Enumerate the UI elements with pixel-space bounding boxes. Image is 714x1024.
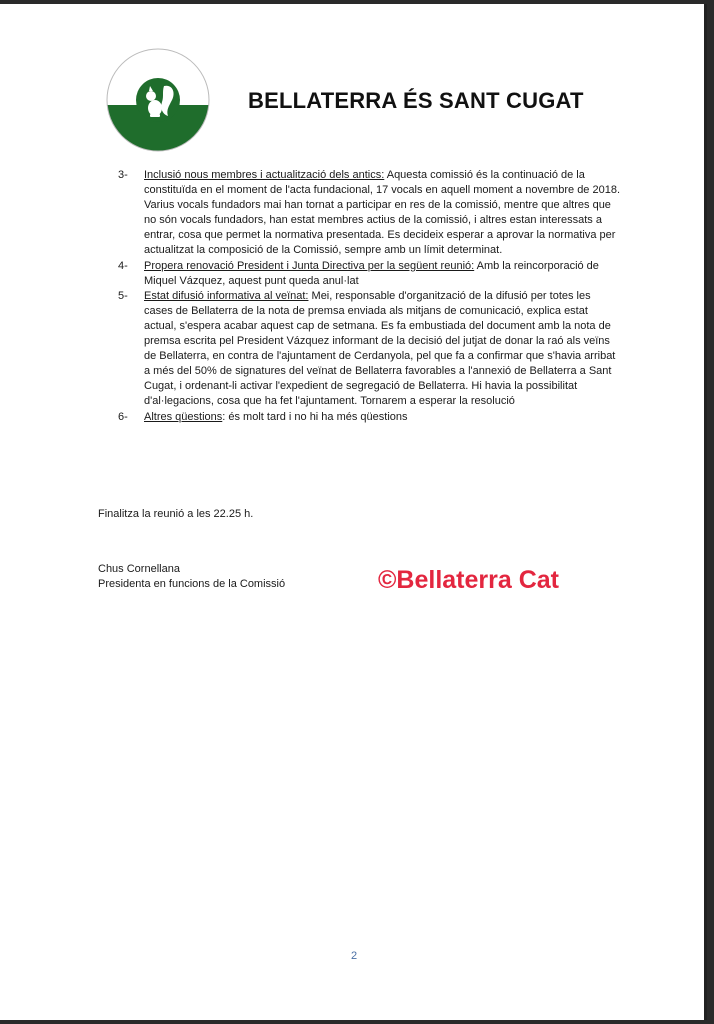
item-body (144, 168, 620, 259)
item-heading: Inclusió nous membres i actualització dels antics: (144, 169, 385, 181)
item-heading: Estat difusió informativa al veïnat: (144, 289, 309, 302)
item-text: Aquesta comissió és la continuació de la constituïda en el moment de l'acta fundacional, 17 vocals en aquell moment a novembre de 2018. Varius vocals fundadors mai han tornat a participar en res de la comissió, mentre que altres que no són vocals fundadors, han estat membres actius de la comissió, i altres estan interessats a entrar, cosa que permet la normativa presentada. Es decideix esperar a aprovar la normativa per actualitzat la composició de la Comissió, sempre amb un límit determinat. (144, 169, 621, 257)
agenda-item-6 (118, 410, 620, 425)
item-body (144, 410, 620, 425)
signature-role: Presidenta en funcions de la Comissió (98, 578, 286, 590)
item-body (144, 289, 620, 410)
item-heading: Altres qüestions (144, 410, 223, 423)
item-number: 3- (118, 169, 128, 181)
copyright-watermark: ©Bellaterra Cat (378, 566, 559, 594)
closing-statement: Finalitza la reunió a les 22.25 h. (98, 508, 254, 520)
document-page (0, 4, 707, 1020)
item-body (144, 259, 620, 289)
item-heading: Propera renovació President i Junta Directiva per la següent reunió: (144, 259, 475, 272)
item-number: 4- (118, 259, 128, 272)
squirrel-logo-icon (106, 48, 210, 152)
item-number: 5- (118, 289, 128, 302)
page-number: 2 (351, 950, 358, 962)
organization-title: BELLATERRA ÉS SANT CUGAT (248, 88, 584, 113)
signature-name: Chus Cornellana (98, 563, 180, 575)
item-text: : és molt tard i no hi ha més qüestions (222, 410, 408, 423)
agenda-item-5 (118, 289, 620, 410)
item-number: 6- (118, 410, 128, 423)
agenda-item-3 (118, 168, 620, 259)
item-text: Amb la reincorporació de Miquel Vázquez, aquest punt queda anul·lat (144, 259, 599, 287)
agenda-items (118, 168, 620, 425)
agenda-item-4 (118, 259, 620, 289)
signature-block (98, 562, 285, 592)
item-text: Mei, responsable d'organització de la difusió per totes les cases de Bellaterra de la nota de premsa enviada als mitjans de comunicació, explica estat actual, s'espera acabar aquest cap de setmana. Es fa embustiada del document amb la nota de premsa escrita pel President Vázquez informant de la decisió del jutjat de donar la raó als veïns de Bellaterra, en contra de l'ajuntament de Cerdanyola, pel que fa a confirmar que s'havia arribat a més del 50% de signatures del veïnat de Bellaterra favorables a l'annexió de Bellaterra a Sant Cugat, i ordenant-li activar l'expedient de segregació de Bellaterra. Hi havia la possibilitat d'al·legacions, cosa que ha fet l'ajuntament. Tornarem a esperar la resolució (144, 289, 616, 408)
